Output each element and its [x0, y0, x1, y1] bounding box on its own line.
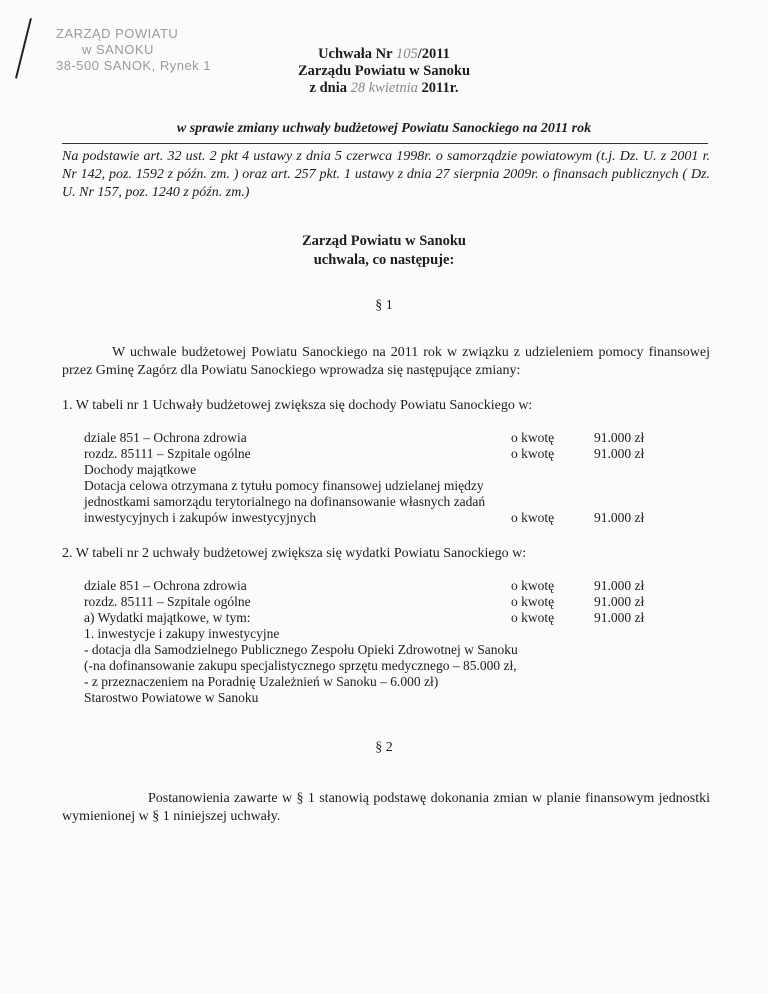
row-label: Dotacja celowa otrzymana z tytułu pomocy finansowej udzielanej między [84, 478, 484, 493]
row-label: dziale 851 – Ochrona zdrowia [84, 430, 247, 445]
expense-detail-line: (-na dofinansowanie zakupu specjalistycznego sprzętu medycznego – 85.000 zł, [84, 658, 517, 673]
stamp-line-1: ZARZĄD POWIATU [56, 26, 179, 41]
income-row [84, 510, 684, 526]
row-kw: o kwotę [511, 578, 555, 593]
row-kw: o kwotę [511, 430, 555, 445]
row-kw: o kwotę [511, 510, 555, 525]
resolution-statement [0, 232, 768, 270]
expense-detail-line: - dotacja dla Samodzielnego Publicznego Zespołu Opieki Zdrowotnej w Sanoku [84, 642, 518, 657]
row-label: a) Wydatki majątkowe, w tym: [84, 610, 251, 625]
expense-row [84, 594, 684, 610]
row-kw: o kwotę [511, 594, 555, 609]
row-label: rozdz. 85111 – Szpitale ogólne [84, 594, 251, 609]
expense-row [84, 610, 684, 626]
row-label: jednostkami samorządu terytorialnego na dofinansowanie własnych zadań [84, 494, 486, 509]
date-suffix: 2011r. [421, 80, 459, 96]
document-header [0, 46, 768, 97]
row-label: inwestycyjnych i zakupów inwestycyjnych [84, 510, 317, 525]
title-prefix: Uchwała Nr [318, 46, 393, 62]
income-changes-block [84, 430, 684, 526]
income-row [84, 478, 684, 494]
expense-detail-line: - z przeznaczeniem na Poradnię Uzależnień w Sanoku – 6.000 zł) [84, 674, 439, 689]
section-1-intro: W uchwale budżetowej Powiatu Sanockiego na 2011 rok w związku z udzieleniem pomocy finansowej przez Gminę Zagórz dla Powiatu Sanockiego wprowadza się następujące zmiany: [62, 345, 710, 378]
income-row [84, 446, 684, 462]
row-kw: o kwotę [511, 610, 555, 625]
resolution-line-2: uchwala, co następuje: [313, 252, 455, 268]
income-row [84, 494, 684, 510]
issuing-body: Zarządu Powiatu w Sanoku [297, 63, 471, 79]
expense-detail-line: Starostwo Powiatowe w Sanoku [84, 690, 259, 705]
resolution-date [0, 80, 768, 97]
row-amount: 91.000 zł [594, 610, 645, 625]
expense-row [84, 626, 684, 642]
resolution-title [0, 46, 768, 63]
row-label: Dochody majątkowe [84, 462, 197, 477]
handwritten-resolution-number: 105 [395, 46, 418, 62]
income-row [84, 462, 684, 478]
title-suffix: /2011 [417, 46, 450, 62]
row-kw: o kwotę [511, 446, 555, 461]
stamp-line-2: w SANOKU [82, 42, 154, 57]
row-label: rozdz. 85111 – Szpitale ogólne [84, 446, 251, 461]
expense-row [84, 578, 684, 594]
item-2-heading: 2. W tabeli nr 2 uchwały budżetowej zwiększa się wydatki Powiatu Sanockiego w: [62, 546, 527, 561]
row-label: 1. inwestycje i zakupy inwestycyjne [84, 626, 280, 641]
section-1-symbol: § 1 [375, 298, 393, 313]
horizontal-rule [62, 143, 708, 144]
resolution-line-1: Zarząd Powiatu w Sanoku [302, 233, 466, 249]
row-amount: 91.000 zł [594, 594, 645, 609]
row-amount: 91.000 zł [594, 446, 645, 461]
row-label: dziale 851 – Ochrona zdrowia [84, 578, 247, 593]
income-row [84, 430, 684, 446]
date-prefix: z dnia [309, 80, 347, 96]
row-amount: 91.000 zł [594, 578, 645, 593]
handwritten-date: 28 kwietnia [350, 80, 418, 96]
section-2-text: Postanowienia zawarte w § 1 stanowią podstawę dokonania zmian w planie finansowym jednostki wymienionej w § 1 niniejszej uchwały. [62, 791, 710, 824]
legal-basis: Na podstawie art. 32 ust. 2 pkt 4 ustawy z dnia 5 czerwca 1998r. o samorządzie powiatowym (t.j. Dz. U. z 2001 r. Nr 142, poz. 1592 z późn. zm. ) oraz art. 257 pkt. 1 ustawy z dnia 27 sierpnia 2009r. o finansach publicznych ( Dz. U. Nr 157, poz. 1240 z późn. zm.) [62, 149, 710, 200]
stamp-line-3: 38-500 SANOK, Rynek 1 [56, 58, 212, 73]
expense-changes-block [84, 578, 684, 706]
section-2-symbol: § 2 [375, 740, 393, 755]
row-amount: 91.000 zł [594, 430, 645, 445]
item-1-heading: 1. W tabeli nr 1 Uchwały budżetowej zwiększa się dochody Powiatu Sanockiego w: [62, 398, 533, 413]
resolution-subject: w sprawie zmiany uchwały budżetowej Powiatu Sanockiego na 2011 rok [176, 121, 592, 136]
row-amount: 91.000 zł [594, 510, 645, 525]
